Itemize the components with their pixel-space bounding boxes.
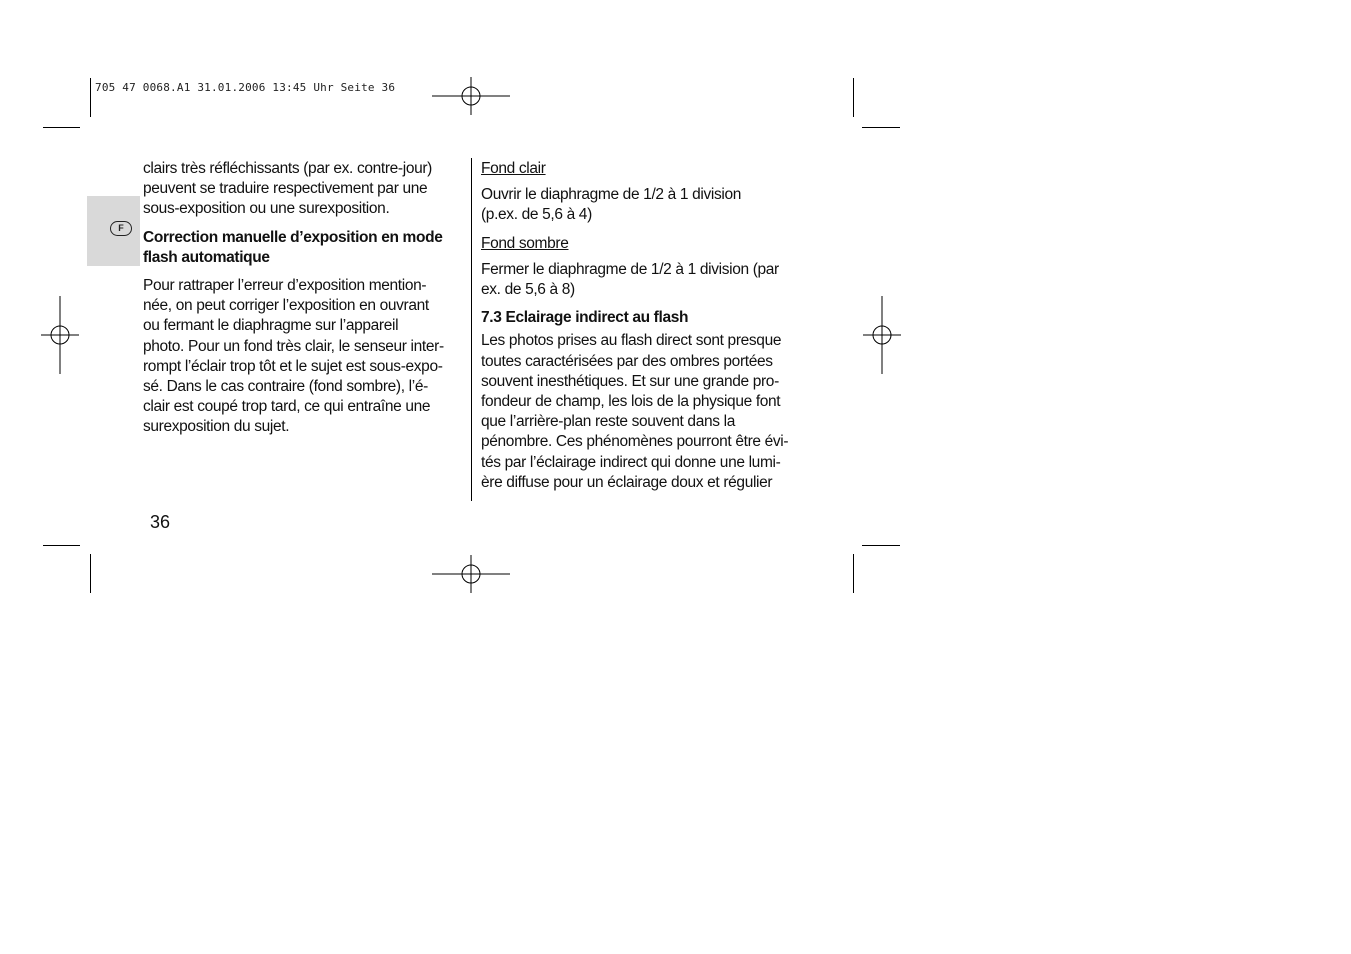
crop-mark	[853, 554, 854, 593]
text-line: (p.ex. de 5,6 à 4)	[481, 206, 592, 224]
left-column	[143, 159, 461, 438]
text-line: sous-exposition ou une surexposition.	[143, 200, 390, 218]
text-line: ère diffuse pour un éclairage doux et régulier	[481, 473, 773, 491]
right-column	[481, 159, 811, 493]
text-line: surexposition du sujet.	[143, 418, 290, 436]
language-badge: F	[110, 221, 132, 236]
text-line: pénombre. Ces phénomènes pourront être évi-	[481, 433, 789, 451]
text-line: toutes caractérisées par des ombres portées	[481, 352, 773, 370]
fond-clair-paragraph	[481, 185, 811, 225]
crop-mark	[43, 545, 80, 546]
text-line: Pour rattraper l’erreur d’exposition mention-	[143, 277, 427, 295]
text-line: Correction manuelle d’exposition en mode	[143, 228, 443, 246]
text-line: tés par l’éclairage indirect qui donne une lumi-	[481, 453, 781, 471]
section-heading-indirect-flash: 7.3 Eclairage indirect au flash	[481, 309, 689, 327]
text-line: souvent inesthétiques. Et sur une grande pro-	[481, 372, 779, 390]
text-line: ex. de 5,6 à 8)	[481, 281, 575, 299]
print-header: 705 47 0068.A1 31.01.2006 13:45 Uhr Seite 36	[95, 81, 396, 94]
manual-correction-paragraph	[143, 276, 461, 438]
registration-mark-left	[21, 296, 99, 374]
text-line: flash automatique	[143, 248, 270, 266]
text-line: Fermer le diaphragme de 1/2 à 1 division (par	[481, 260, 779, 278]
crop-mark	[853, 78, 854, 117]
page-number: 36	[150, 512, 171, 532]
crop-mark	[90, 554, 91, 593]
registration-mark-right	[843, 296, 921, 374]
text-line: née, on peut corriger l’exposition en ouvrant	[143, 297, 429, 315]
subheading-fond-sombre: Fond sombre	[481, 234, 569, 252]
text-line: Les photos prises au flash direct sont presque	[481, 332, 782, 350]
intro-paragraph	[143, 159, 461, 220]
crop-mark	[90, 78, 91, 117]
language-tab	[87, 196, 140, 266]
crop-mark	[862, 545, 900, 546]
column-divider	[471, 158, 472, 501]
text-line: fondeur de champ, les lois de la physique font	[481, 393, 781, 411]
text-line: peuvent se traduire respectivement par une	[143, 180, 428, 198]
text-line: ou fermant le diaphragme sur l’appareil	[143, 317, 399, 335]
text-line: clair est coupé trop tard, ce qui entraîne une	[143, 398, 431, 416]
subheading-fond-clair: Fond clair	[481, 160, 546, 177]
section-heading-manual-correction	[143, 228, 461, 268]
text-line: photo. Pour un fond très clair, le senseur inter-	[143, 337, 444, 355]
crop-mark	[43, 127, 80, 128]
registration-mark-top	[432, 57, 510, 135]
text-line: rompt l’éclair trop tôt et le sujet est sous-expo-	[143, 357, 443, 375]
indirect-flash-paragraph	[481, 331, 811, 493]
text-line: Ouvrir le diaphragme de 1/2 à 1 division	[481, 186, 741, 204]
crop-mark	[862, 127, 900, 128]
text-line: sé. Dans le cas contraire (fond sombre), l’é-	[143, 378, 428, 396]
text-line: clairs très réfléchissants (par ex. contre-jour)	[143, 160, 432, 177]
text-line: que l’arrière-plan reste souvent dans la	[481, 413, 735, 431]
registration-mark-bottom	[432, 535, 510, 613]
fond-sombre-paragraph	[481, 260, 811, 300]
